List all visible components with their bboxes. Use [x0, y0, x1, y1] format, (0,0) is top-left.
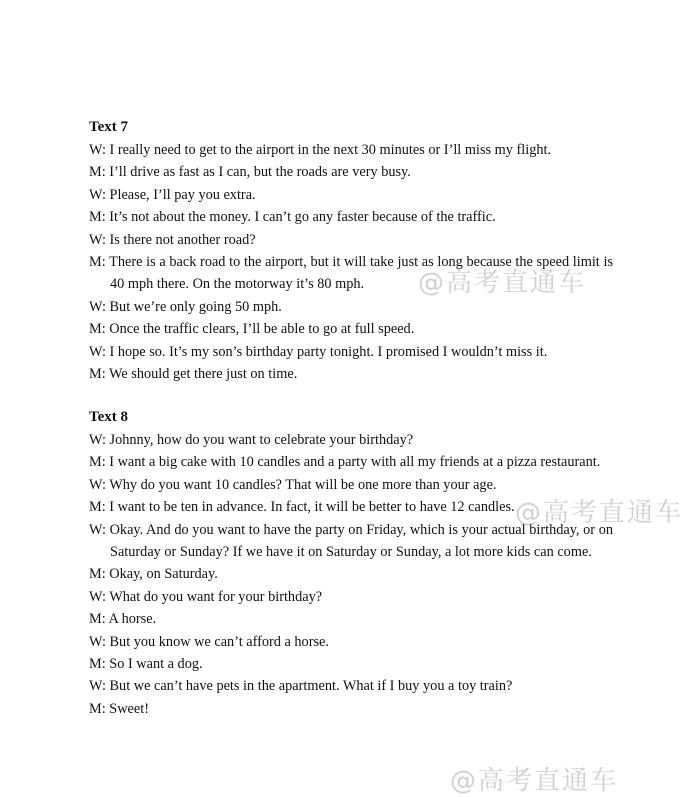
speaker-label: M: [89, 321, 106, 338]
line-text: Why do you want 10 candles? That will be one more than your age. [109, 476, 497, 493]
dialogue-line [89, 363, 613, 385]
dialogue-line [89, 429, 613, 451]
speaker-label: W: [89, 343, 106, 360]
speaker-label: W: [89, 231, 106, 248]
speaker-label: W: [89, 588, 106, 605]
speaker-label: M: [89, 454, 106, 471]
speaker-label: W: [89, 142, 106, 158]
dialogue-line [89, 139, 613, 161]
speaker-label: M: [89, 209, 106, 226]
line-text: It’s not about the money. I can’t go any faster because of the traffic. [109, 209, 496, 226]
speaker-label: M: [89, 164, 106, 181]
dialogue-line [89, 341, 613, 363]
dialogue-line [89, 206, 613, 228]
line-text: Once the traffic clears, I’ll be able to go at full speed. [109, 321, 415, 338]
speaker-label: W: [89, 298, 106, 315]
line-text: Okay, on Saturday. [109, 566, 218, 583]
dialogue [89, 429, 613, 720]
line-text: But we’re only going 50 mph. [109, 298, 282, 315]
speaker-label: M: [89, 254, 106, 271]
dialogue-line [89, 251, 613, 296]
watermark: @高考直通车 [418, 268, 587, 298]
dialogue-line [89, 631, 613, 653]
line-text: Please, I’ll pay you extra. [109, 186, 256, 203]
dialogue [89, 139, 613, 385]
line-text: What do you want for your birthday? [109, 588, 323, 605]
dialogue-line [89, 184, 613, 206]
speaker-label: W: [89, 678, 106, 695]
line-text: There is a back road to the airport, but it will take just as long because the speed limit is 40 mph there. On the motorway it’s 80 mph. [109, 254, 614, 293]
watermark: @高考直通车 [450, 766, 619, 796]
speaker-label: M: [89, 656, 106, 673]
line-text: So I want a dog. [109, 656, 203, 673]
speaker-label: W: [89, 186, 106, 203]
dialogue-line [89, 451, 613, 473]
dialogue-line [89, 608, 613, 630]
line-text: I’ll drive as fast as I can, but the roads are very busy. [109, 164, 411, 181]
dialogue-line [89, 586, 613, 608]
dialogue-line [89, 698, 613, 720]
section-title: Text 7 [89, 119, 129, 135]
dialogue-line [89, 653, 613, 675]
line-text: Sweet! [109, 700, 149, 717]
line-text: We should get there just on time. [109, 366, 298, 383]
dialogue-line [89, 675, 613, 697]
speaker-label: W: [89, 476, 106, 493]
line-text: I want a big cake with 10 candles and a party with all my friends at a pizza restaurant. [109, 454, 601, 471]
line-text: I hope so. It’s my son’s birthday party tonight. I promised I wouldn’t miss it. [109, 343, 548, 360]
line-text: But we can’t have pets in the apartment. What if I buy you a toy train? [109, 678, 513, 695]
dialogue-line [89, 519, 613, 564]
line-text: But you know we can’t afford a horse. [109, 633, 329, 650]
line-text: I really need to get to the airport in the next 30 minutes or I’ll miss my flight. [109, 142, 552, 158]
line-text: A horse. [108, 611, 157, 628]
speaker-label: W: [89, 432, 106, 448]
dialogue-line [89, 474, 613, 496]
dialogue-line [89, 318, 613, 340]
dialogue-line [89, 161, 613, 183]
line-text: Johnny, how do you want to celebrate your birthday? [109, 432, 414, 448]
dialogue-line [89, 496, 613, 518]
line-text: Okay. And do you want to have the party on Friday, which is your actual birthday, or on Saturday or Sunday? If we have it on Saturday or Sunday, a lot more kids can come. [109, 521, 613, 561]
speaker-label: M: [89, 700, 106, 717]
section-text-8 [89, 406, 613, 720]
speaker-label: W: [89, 521, 106, 538]
dialogue-line [89, 296, 613, 318]
speaker-label: W: [89, 633, 106, 650]
watermark: @高考直通车 [515, 498, 683, 528]
section-title: Text 8 [89, 409, 129, 425]
line-text: Is there not another road? [109, 231, 256, 248]
speaker-label: M: [89, 566, 106, 583]
line-text: I want to be ten in advance. In fact, it will be better to have 12 candles. [109, 499, 515, 516]
dialogue-line [89, 563, 613, 585]
speaker-label: M: [89, 611, 106, 628]
speaker-label: M: [89, 366, 106, 383]
section-text-7 [89, 116, 613, 385]
dialogue-line [89, 229, 613, 251]
speaker-label: M: [89, 499, 106, 516]
